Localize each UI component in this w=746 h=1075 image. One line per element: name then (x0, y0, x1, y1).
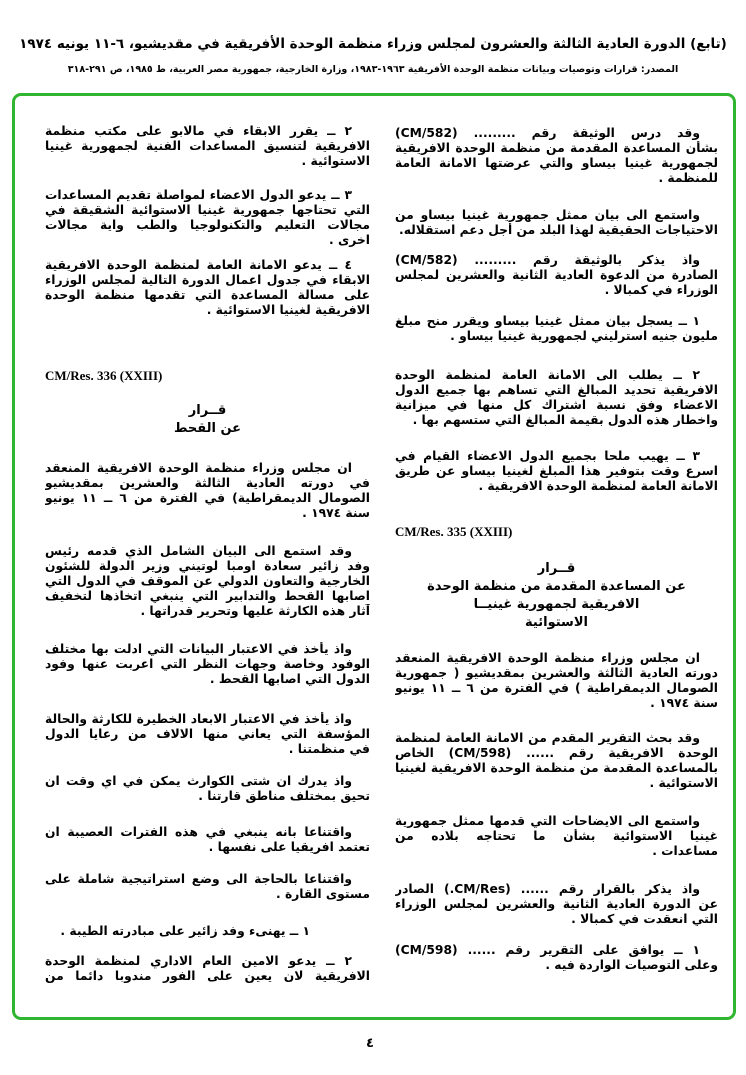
paragraph (45, 642, 370, 687)
text-line: في منظمتنا . (288, 742, 370, 756)
text-line: واذ يدرك ان شتى الكوارث يمكن في اي وقت ان (45, 774, 352, 788)
text-line: الافريقية تحديد المبالغ التي تساهم بها جميع الدول (395, 383, 718, 397)
text-line: في دورته العادية الثالثة والعشرين بمقديشيو (45, 476, 370, 490)
text-line: واذ يذكر بالقرار رقم ...... (CM/Res.) الصادر (395, 882, 700, 896)
text-line: وفد زائير سعادة اومبا لوتيني وزير الدولة للشئون (45, 559, 370, 573)
text-line: وقد درس الوثيقة رقم ......... (CM/582) (395, 126, 700, 140)
text-line: ٣ ــ يهيب ملحا بجميع الدول الاعضاء القيام في (395, 449, 700, 463)
text-line: اسرع وقت بتوفير هذا المبلغ لغينيا بيساو عن طريق (395, 464, 718, 478)
text-line: بشأن المساعدة المقدمة من منظمة الوحدة الافريقية (395, 141, 718, 155)
text-line: التي انعقدت في كمبالا . (571, 912, 718, 926)
title-line: عن القحط (173, 421, 242, 436)
text-line: دورته العادية الثالثة والعشرين بمقديشيو ( جمهورية (395, 666, 718, 680)
text-line: التي تحتاجها جمهورية غينيا الاستوائية الشقيقة في (45, 203, 370, 217)
title-line: قــرار (537, 561, 576, 576)
text-line: اصابها القحط والتدابير التي ينبغي اتخاذها لتخفيف (45, 589, 370, 603)
text-line: ١ ــ يوافق على التقرير رقم ...... (CM/598) (395, 943, 700, 957)
text-line: لجمهورية غينيا بيساو والتي عرضتها الامانة العامة (395, 156, 718, 170)
text-line: الوحدة الافريقية رقم ...... (CM/598) الخاص (395, 746, 718, 760)
resolution-reference (395, 524, 718, 539)
text-line: الصومال الديمقراطية) في الفترة من ٦ ــ ١١ يونيو (45, 491, 370, 505)
text-line: ٤ ــ يدعو الامانة العامة لمنظمة الوحدة الافريقية (45, 258, 352, 272)
paragraph (45, 188, 370, 248)
page-number: ٤ (366, 1036, 374, 1051)
paragraph (45, 774, 370, 804)
paragraph (395, 814, 718, 859)
text-line: ٢ ــ يقرر الابقاء في مالابو على مكتب منظمة (45, 124, 352, 138)
text-line: CM/Res. 336 (XXIII) (45, 368, 163, 383)
text-line: الامانة العامة لمنظمة الوحدة الافريقية . (478, 479, 718, 493)
paragraph (395, 449, 718, 494)
paragraph (45, 461, 370, 521)
text-line: واقتناعا بالحاجة الى وضع استراتيجية شاملة على (45, 872, 352, 886)
text-line: واستمع الى بيان ممثل جمهورية غينيا بيساو من (395, 208, 700, 222)
resolution-title (395, 560, 718, 632)
text-line: للمنظمة . (658, 171, 718, 185)
title-line: الافريقية لجمهورية غينيــا (473, 597, 640, 612)
page-header-title: (تابع) الدورة العادية الثالثة والعشرون لمجلس وزراء منظمة الوحدة الأفريقية في مقديشيو، ٦-١١ يونيه ١٩٧٤ (19, 36, 727, 52)
paragraph (395, 368, 718, 428)
resolution-title (45, 402, 370, 438)
text-line: ٣ ــ يدعو الدول الاعضاء لمواصلة تقديم المساعدات (45, 188, 352, 202)
paragraph (45, 825, 370, 855)
title-line: قــرار (188, 403, 227, 418)
text-line: الابقاء في جدول اعمال الدورة التالية لمجلس الوزراء (45, 273, 370, 287)
text-line: واذ يأخذ في الاعتبار الابعاد الخطيرة للكارثة والحالة (45, 712, 352, 726)
text-line: تعتمد افريقيا على نفسها . (208, 840, 370, 854)
text-line: غينيا الاستوائية بشأن ما تحتاجه بلاده من (395, 829, 718, 843)
text-line: ١ ــ يهنىء وفد زائير على مبادرته الطيبة . (60, 924, 310, 938)
text-line: الاستوائية . (301, 154, 370, 168)
text-line: مستوى القارة . (276, 887, 370, 901)
paragraph (45, 712, 370, 757)
text-line: الوزراء في كمبالا . (604, 283, 718, 297)
title-line: الاستوائية (525, 615, 588, 630)
title-line: عن المساعدة المقدمة من منظمة الوحدة (427, 579, 686, 594)
text-line: الدول التي اصابها القحط . (209, 672, 370, 686)
text-line: الاحتياجات الحقيقية لهذا البلد من أجل دعم استقلاله. (399, 223, 718, 237)
text-line: وعلى التوصيات الواردة فيه . (545, 958, 718, 972)
paragraph (395, 208, 718, 238)
paragraph (395, 253, 718, 298)
paragraph (395, 943, 718, 973)
text-line: تحيق بمختلف مناطق قارتنا . (198, 789, 370, 803)
paragraph (395, 882, 718, 927)
text-line: الافريقية لتنسيق المساعدات الفنية لجمهورية غينيا (45, 139, 370, 153)
text-line: وقد بحث التقرير المقدم من الامانة العامة لمنظمة (395, 731, 700, 745)
resolution-reference (45, 368, 370, 383)
text-line: الاستوائية . (649, 776, 718, 790)
text-line: ان مجلس وزراء منظمة الوحدة الافريقية المنعقد (395, 651, 700, 665)
paragraph (395, 651, 718, 711)
text-line: ٢ ــ يدعو الامين العام الاداري لمنظمة الوحدة (45, 954, 352, 968)
paragraph (395, 314, 718, 344)
text-line: الوفود وخاصة وجهات النظر التي اعربت عنها وفود (45, 657, 370, 671)
paragraph (45, 544, 370, 619)
text-line: واذ يذكر بالوثيقة رقم ......... (CM/582) (395, 253, 700, 267)
text-line: الخارجية والتعاون الدولي عن الموقف في الدول التي (45, 574, 370, 588)
text-line: ان مجلس وزراء منظمة الوحدة الافريقية المنعقد (45, 461, 352, 475)
text-line: واخطار هذه الدول بقيمة المبالغ التي ستسهم بها . (412, 413, 718, 427)
text-line: وقد استمع الى البيان الشامل الذي قدمه رئيس (45, 544, 352, 558)
text-line: مليون جنيه استرليني لجمهورية غينيا بيساو . (450, 329, 718, 343)
text-line: واستمع الى الايضاحات التي قدمها ممثل جمهورية (395, 814, 700, 828)
text-line: عن الدورة العادية الثانية والعشرين لمجلس الوزراء (395, 897, 718, 911)
paragraph (45, 258, 370, 318)
paragraph (45, 124, 370, 169)
paragraph (45, 924, 370, 939)
text-line: واقتناعا بانه ينبغي في هذه الفترات العصيبة ان (45, 825, 352, 839)
text-line: بالمساعدة المقدمة من منظمة الوحدة الافريقية لغينيا (395, 761, 718, 775)
paragraph (395, 126, 718, 186)
text-line: الافريقية لغينيا الاستوائية . (206, 303, 370, 317)
text-line: CM/Res. 335 (XXIII) (395, 524, 513, 539)
paragraph (45, 872, 370, 902)
text-line: الاعضاء وفق نسبة اشتراك كل منها في ميزانية (395, 398, 718, 412)
text-line: ٢ ــ يطلب الى الامانة العامة لمنظمة الوحدة (395, 368, 700, 382)
paragraph (395, 731, 718, 791)
text-line: ١ ــ يسجل بيان ممثل غينيا بيساو ويقرر منح مبلغ (395, 314, 700, 328)
text-line: آثار هذه الكارثة عليها وتحرير قدراتها . (140, 604, 370, 618)
text-line: الصومال الديمقراطية ) في الفترة من ٦ ــ ١١ يونيو (395, 681, 718, 695)
text-line: المؤسفة التي يعاني منها الالاف من رعايا الدول (45, 727, 370, 741)
text-line: سنة ١٩٧٤ . (650, 696, 718, 710)
text-line: مجالات التعليم والتكنولوجيا والطب واية مجالات (45, 218, 370, 232)
text-line: على مسالة المساعدة التي تقدمها منظمة الوحدة (45, 288, 370, 302)
page-header-source: المصدر: قرارات وتوصيات وبيانات منظمة الوحدة الأفريقية ١٩٦٣-١٩٨٣، وزارة الخارجية، جمهورية مصر العربية، ط ١٩٨٥، ص ٢٩١-٣١٨ (67, 64, 679, 75)
text-line: واذ يأخذ في الاعتبار البيانات التي ادلت بها مختلف (45, 642, 352, 656)
text-line: سنة ١٩٧٤ . (302, 506, 370, 520)
text-line: الافريقية لان يعين على الفور مندوبا دائما من (45, 969, 370, 983)
text-line: اخرى . (329, 233, 370, 247)
text-line: مساعدات . (652, 844, 718, 858)
paragraph (45, 954, 370, 984)
text-line: الصادرة من الدعوة العادية الثانية والعشرين لمجلس (395, 268, 718, 282)
